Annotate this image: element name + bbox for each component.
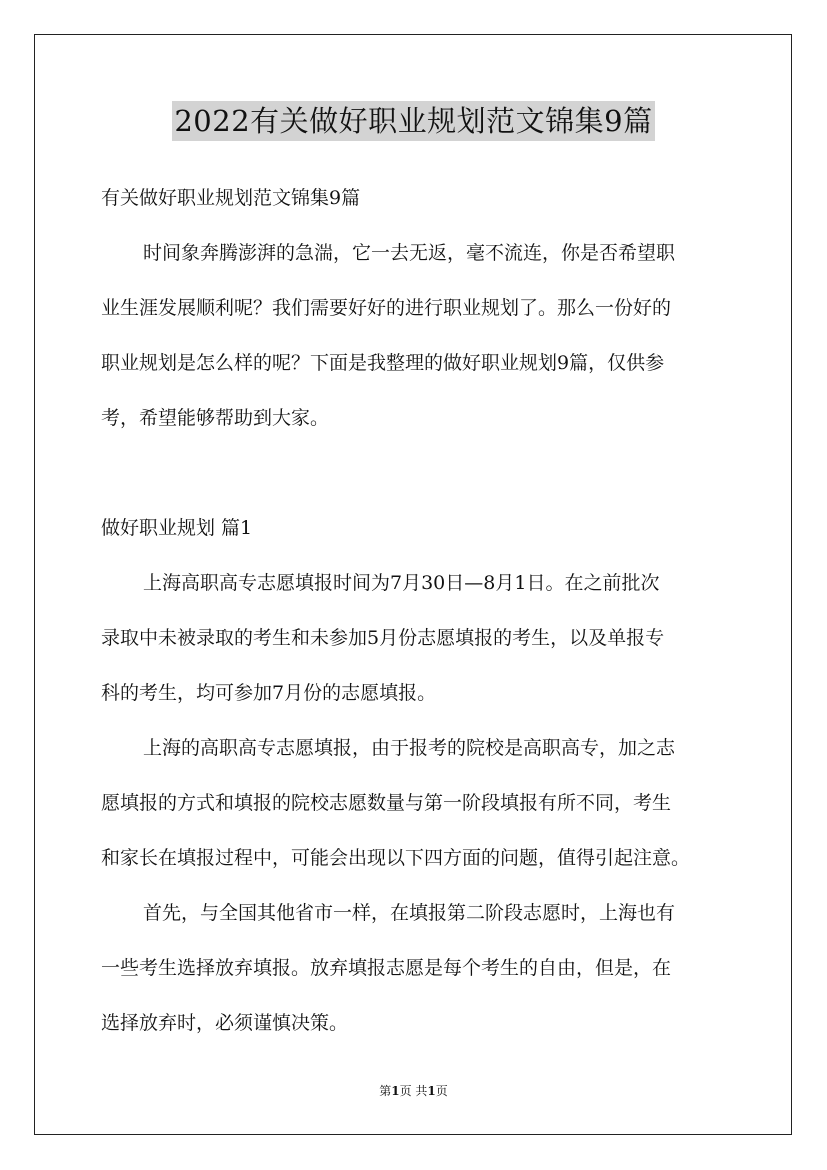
intro-paragraph xyxy=(101,226,741,446)
footer-middle: 页 共 xyxy=(399,1084,428,1098)
paragraph-2 xyxy=(101,721,741,886)
paragraph-line: 上海的高职高专志愿填报，由于报考的院校是高职高专，加之志 xyxy=(143,737,676,759)
paragraph-line: 首先，与全国其他省市一样，在填报第二阶段志愿时，上海也有 xyxy=(143,902,676,924)
title-container xyxy=(0,101,827,141)
document-body xyxy=(101,171,741,1051)
paragraph-1 xyxy=(101,556,741,721)
paragraph-line: 愿填报的方式和填报的院校志愿数量与第一阶段填报有所不同，考生 xyxy=(101,792,672,814)
footer-prefix: 第 xyxy=(379,1084,392,1098)
paragraph-line: 一些考生选择放弃填报。放弃填报志愿是每个考生的自由，但是，在 xyxy=(101,957,672,979)
paragraph-line: 时间象奔腾澎湃的急湍，它一去无返，毫不流连，你是否希望职 xyxy=(143,242,676,264)
paragraph-line: 录取中未被录取的考生和未参加5月份志愿填报的考生，以及单报专 xyxy=(101,627,665,649)
paragraph-line: 上海高职高专志愿填报时间为7月30日—8月1日。在之前批次 xyxy=(143,572,660,594)
paragraph-line: 业生涯发展顺利呢？我们需要好好的进行职业规划了。那么一份好的 xyxy=(101,297,672,319)
section-heading: 做好职业规划 篇1 xyxy=(101,517,253,539)
footer-page-number: 1 xyxy=(391,1084,400,1098)
footer-total-pages: 1 xyxy=(427,1084,436,1098)
paragraph-line: 科的考生，均可参加7月份的志愿填报。 xyxy=(101,682,437,704)
paragraph-line: 考，希望能够帮助到大家。 xyxy=(101,407,330,429)
page-footer xyxy=(0,1083,827,1099)
document-subtitle: 有关做好职业规划范文锦集9篇 xyxy=(101,187,361,209)
paragraph-line: 和家长在填报过程中，可能会出现以下四方面的问题，值得引起注意。 xyxy=(101,847,691,869)
blank-line xyxy=(101,446,741,501)
document-title: 2022有关做好职业规划范文锦集9篇 xyxy=(172,101,654,141)
paragraph-line: 职业规划是怎么样的呢？下面是我整理的做好职业规划9篇，仅供参 xyxy=(101,352,665,374)
paragraph-line: 选择放弃时，必须谨慎决策。 xyxy=(101,1012,349,1034)
paragraph-3 xyxy=(101,886,741,1051)
footer-suffix: 页 xyxy=(435,1084,448,1098)
